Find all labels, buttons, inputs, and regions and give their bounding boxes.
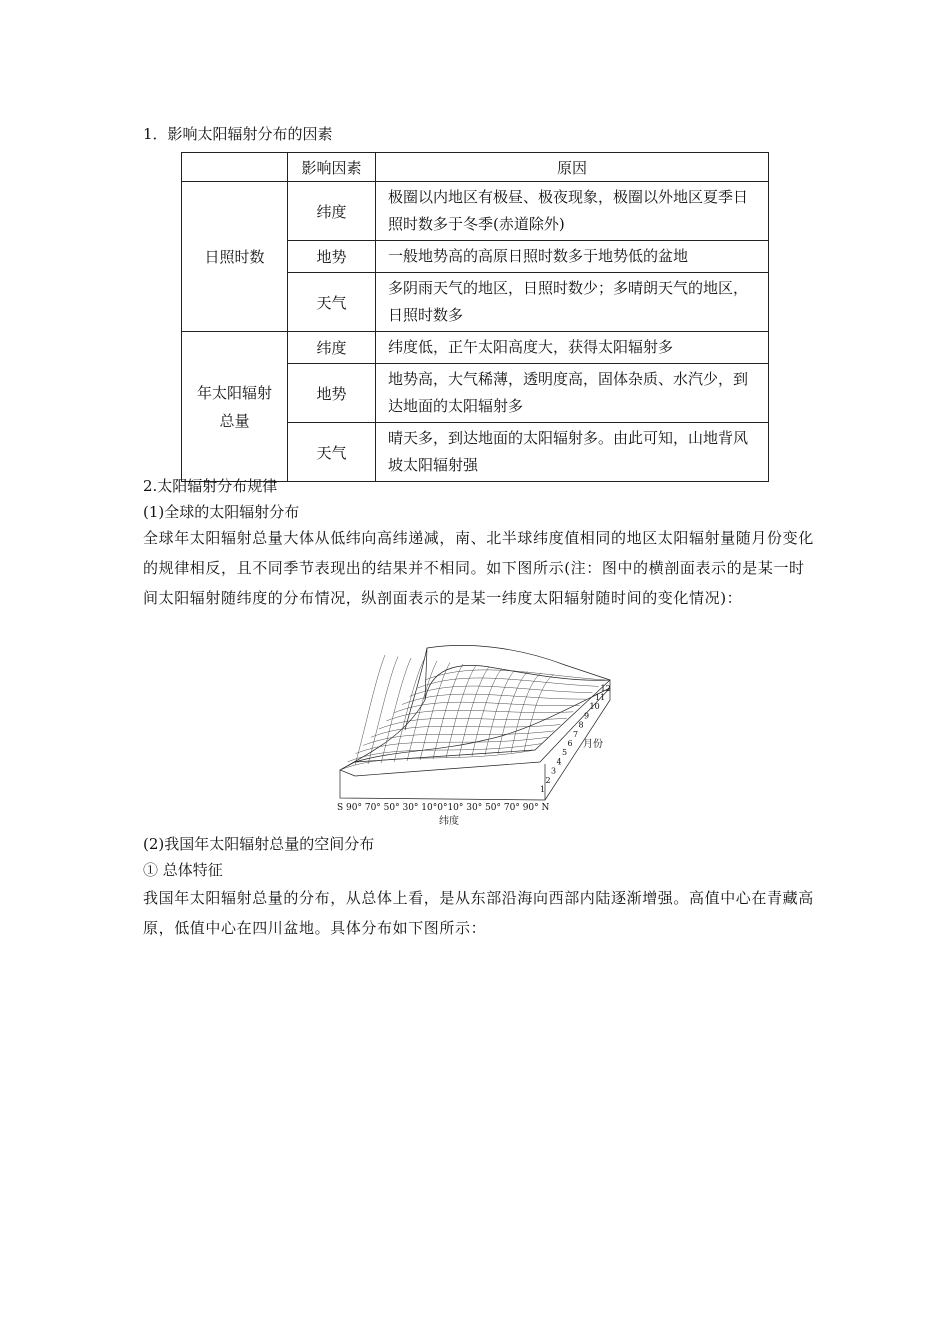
surface-mesh-line <box>472 669 502 757</box>
table-reason: 多阴雨天气的地区，日照时数少；多晴朗天气的地区，日照时数多 <box>376 273 769 332</box>
section2-heading: 2.太阳辐射分布规律 <box>143 477 278 495</box>
table-factor: 地势 <box>288 364 376 423</box>
table-reason: 晴天多，到达地面的太阳辐射多。由此可知，山地背风坡太阳辐射强 <box>376 423 769 482</box>
table-factor: 纬度 <box>288 332 376 364</box>
paragraph-global: 全球年太阳辐射总量大体从低纬向高纬递减，南、北半球纬度值相同的地区太阳辐射量随月份变化的规律相反，且不同季节表现出的结果并不相同。如下图所示(注：图中的横剖面表示的是某一时间太阳辐射随纬度的分布情况，纵剖面表示的是某一纬度太阳辐射随时间的变化情况)： <box>143 529 814 607</box>
surface-mesh-line <box>485 670 515 755</box>
month-tick-label: 9 <box>584 711 590 721</box>
table-factor: 天气 <box>288 423 376 482</box>
month-axis-label: 月份 <box>583 739 603 750</box>
surface-mesh-line <box>459 667 489 757</box>
table-factor: 地势 <box>288 241 376 273</box>
month-tick-label: 5 <box>562 748 568 758</box>
surface-mesh-line <box>371 725 561 738</box>
surface-mesh-line <box>410 686 593 696</box>
table-factor: 天气 <box>288 273 376 332</box>
table-category-line: 年太阳辐射 <box>196 383 272 402</box>
surface-mesh-line <box>498 672 528 755</box>
month-tick-label: 12 <box>600 683 611 693</box>
latitude-axis-ticks: S 90° 70° 50° 30° 10°0°10° 30° 50° 70° 90° N <box>337 803 550 813</box>
section1-heading: 1．影响太阳辐射分布的因素 <box>143 125 333 143</box>
table-reason: 地势高，大气稀薄，透明度高，固体杂质、水汽少，到达地面的太阳辐射多 <box>376 364 769 423</box>
table-header-factor: 影响因素 <box>288 153 376 182</box>
table-row <box>182 332 769 364</box>
month-tick-label: 11 <box>595 693 606 702</box>
table-factor: 纬度 <box>288 182 376 241</box>
month-tick-label: 6 <box>567 739 573 748</box>
table-category-line: 总量 <box>219 411 250 430</box>
surface-mesh-line <box>524 675 554 753</box>
subheading-overall: ① 总体特征 <box>143 861 223 879</box>
solar-radiation-3d-figure <box>335 640 615 830</box>
table-category <box>182 332 288 482</box>
surface-mesh-line <box>425 670 605 680</box>
subheading-global: (1)全球的太阳辐射分布 <box>143 503 300 521</box>
surface-mesh-line <box>433 664 463 759</box>
month-tick-label: 4 <box>556 757 562 767</box>
subheading-china: (2)我国年太阳辐射总量的空间分布 <box>143 835 375 853</box>
month-tick-label: 3 <box>551 766 557 776</box>
month-tick-label: 10 <box>589 702 600 712</box>
surface-mesh-line <box>417 678 598 688</box>
paragraph-china: 我国年太阳辐射总量的分布，从总体上看，是从东部沿海向西部内陆逐渐增强。高值中心在青藏高原，低值中心在四川盆地。具体分布如下图所示： <box>143 889 814 937</box>
surface-mesh-line <box>394 660 424 763</box>
table-reason: 极圈以内地区有极昼、极夜现象，极圈以外地区夏季日照时数多于冬季(赤道除外) <box>376 182 769 241</box>
surface-mesh-line <box>446 666 476 759</box>
table-header-reason: 原因 <box>376 153 769 182</box>
table-reason: 纬度低，正午太阳高度大，获得太阳辐射多 <box>376 332 769 364</box>
table-header-blank <box>182 153 288 182</box>
month-tick-label: 1 <box>540 785 546 794</box>
surface-mesh-line <box>368 657 398 765</box>
table-header-row <box>182 153 769 182</box>
surface-mesh-line <box>381 658 411 763</box>
table-reason: 一般地势高的高原日照时数多于地势低的盆地 <box>376 241 769 273</box>
month-tick-label: 2 <box>545 775 551 785</box>
surface-mesh-line <box>355 655 385 765</box>
factors-table <box>181 152 769 482</box>
surface-mesh-line <box>511 673 541 753</box>
month-tick-label: 8 <box>578 720 584 730</box>
month-tick-label: 7 <box>573 729 579 739</box>
latitude-axis-label: 纬度 <box>439 816 459 827</box>
table-category: 日照时数 <box>182 182 288 332</box>
table-row <box>182 182 769 241</box>
